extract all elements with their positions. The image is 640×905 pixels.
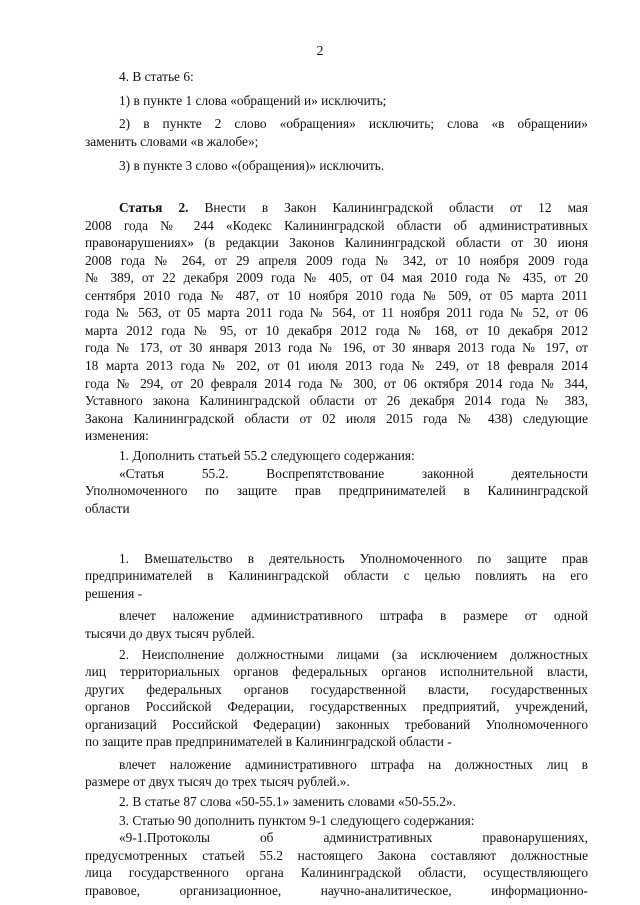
text-line bbox=[85, 323, 588, 340]
text-line bbox=[85, 682, 588, 699]
line-text: размере от двух тысяч до трех тысяч рублей.». bbox=[85, 774, 350, 790]
line-text: сентября 2010 года № 487, от 10 ноября 2010 года № 509, от 05 марта 2011 bbox=[85, 287, 588, 303]
line-text: влечет наложение административного штрафа в размере от одной bbox=[119, 608, 588, 624]
line-text: органов Российской Федерации, государственных предприятий, учреждений, bbox=[85, 699, 588, 715]
line-text: Закона Калининградской области от 02 июля 2015 года № 438) следующие bbox=[85, 410, 588, 426]
line-text: марта 2012 года № 95, от 10 декабря 2012 года № 168, от 10 декабря 2012 bbox=[85, 322, 588, 338]
text-line bbox=[85, 305, 588, 322]
line-text: лиц территориальных органов федеральных органов исполнительной власти, bbox=[85, 664, 588, 680]
line-text: по защите прав предпринимателей в Калининградской области - bbox=[85, 734, 452, 750]
page-number: 2 bbox=[316, 44, 324, 59]
text-line bbox=[85, 376, 588, 393]
line-text: 3. Статью 90 дополнить пунктом 9-1 следующего содержания: bbox=[119, 812, 475, 828]
line-text: «Статья 55.2. Воспрепятствование законной деятельности bbox=[119, 465, 588, 481]
line-text: 2) в пункте 2 слово «обращения» исключить; слова «в обращении» bbox=[119, 116, 588, 132]
line-text: 18 марта 2013 года № 202, от 01 июля 2013 года № 249, от 18 февраля 2014 bbox=[85, 358, 588, 373]
line-text: организаций Российской Федерации) законных требований Уполномоченного bbox=[85, 716, 588, 732]
text-line bbox=[85, 358, 588, 375]
line-text: 1) в пункте 1 слова «обращений и» исключить; bbox=[119, 93, 387, 109]
text-line bbox=[85, 393, 588, 410]
line-text: предпринимателей в Калининградской области с целью повлиять на его bbox=[85, 568, 588, 584]
text-line bbox=[119, 551, 588, 568]
text-line: «9-1.Протоколы об административных правонарушениях, bbox=[119, 830, 588, 846]
line-text: области bbox=[85, 501, 130, 517]
text-line bbox=[119, 158, 588, 175]
text-line bbox=[119, 93, 588, 110]
line-text: года № 563, от 05 марта 2011 года № 564, от 11 ноября 2011 года № 52, от 06 bbox=[85, 305, 588, 321]
text-line bbox=[85, 134, 588, 151]
text-line bbox=[119, 448, 588, 465]
line-text: заменить словами «в жалобе»; bbox=[85, 133, 259, 149]
text-line bbox=[119, 647, 588, 664]
line-text: года № 294, от 20 февраля 2014 года № 300, от 06 октября 2014 года № 344, bbox=[85, 375, 588, 391]
line-text: года № 173, от 30 января 2013 года № 196, от 30 января 2013 года № 197, от bbox=[85, 340, 588, 356]
line-text: 1. Дополнить статьей 55.2 следующего содержания: bbox=[119, 448, 415, 464]
text-line bbox=[119, 813, 588, 830]
text-line bbox=[119, 69, 588, 86]
text-line: лица государственного органа Калининградской области, осуществляющего bbox=[85, 865, 588, 881]
text-line bbox=[85, 218, 588, 235]
article-heading: Статья 2. bbox=[119, 200, 189, 216]
text-line bbox=[85, 568, 588, 585]
line-text: других федеральных органов государственной власти, государственных bbox=[85, 681, 588, 697]
text-line bbox=[85, 717, 588, 734]
text-line bbox=[85, 340, 588, 357]
text-line bbox=[85, 586, 588, 603]
text-line bbox=[119, 757, 588, 774]
text-line bbox=[85, 734, 588, 751]
line-text: 3) в пункте 3 слово «(обращения)» исключить. bbox=[119, 157, 385, 173]
line-text: 2008 года № 264, от 29 апреля 2009 года № 342, от 10 ноября 2009 года bbox=[85, 252, 588, 268]
line-text: 2. В статье 87 слова «50-55.1» заменить словами «50-55.2». bbox=[119, 793, 456, 809]
text-line bbox=[85, 664, 588, 681]
line-text: Уставного закона Калининградской области от 26 декабря 2014 года № 383, bbox=[85, 393, 588, 409]
text-line bbox=[85, 235, 588, 252]
line-text: влечет наложение административного штрафа на должностных лиц в bbox=[119, 756, 588, 772]
text-line bbox=[85, 774, 588, 791]
text-line bbox=[85, 270, 588, 287]
line-text: 2008 года № 244 «Кодекс Калининградской области об административных bbox=[85, 217, 588, 233]
text-line bbox=[85, 253, 588, 270]
line-text: Уполномоченного по защите прав предпринимателей в Калининградской bbox=[85, 483, 588, 499]
line-text: решения - bbox=[85, 585, 143, 601]
text-line bbox=[85, 411, 588, 428]
line-text: 4. В статье 6: bbox=[119, 69, 194, 85]
text-line: предусмотренных статьей 55.2 настоящего Закона составляют должностные bbox=[85, 847, 588, 863]
line-text: правонарушениях» (в редакции Законов Калининградской области от 30 июня bbox=[85, 235, 588, 251]
text-line bbox=[85, 699, 588, 716]
text-line bbox=[85, 288, 588, 305]
text-line bbox=[119, 794, 588, 811]
text-line bbox=[85, 626, 588, 643]
line-text: 1. Вмешательство в деятельность Уполномоченного по защите прав bbox=[119, 550, 588, 566]
line-text: Внести в Закон Калининградской области от 12 мая bbox=[188, 200, 589, 216]
text-line bbox=[85, 501, 588, 518]
line-text: тысячи до двух тысяч рублей. bbox=[85, 625, 255, 641]
line-text: изменения: bbox=[85, 428, 149, 444]
text-line: правовое, организационное, научно-аналитическое, информационно- bbox=[85, 883, 588, 898]
line-text: № 389, от 22 декабря 2009 года № 405, от 04 мая 2010 года № 435, от 20 bbox=[85, 270, 588, 286]
text-line bbox=[119, 200, 588, 217]
text-line bbox=[85, 428, 588, 445]
text-line bbox=[85, 483, 588, 500]
text-line bbox=[119, 466, 588, 483]
text-line bbox=[119, 608, 588, 625]
line-text: 2. Неисполнение должностными лицами (за исключением должностных bbox=[119, 646, 588, 662]
text-line bbox=[119, 116, 588, 133]
